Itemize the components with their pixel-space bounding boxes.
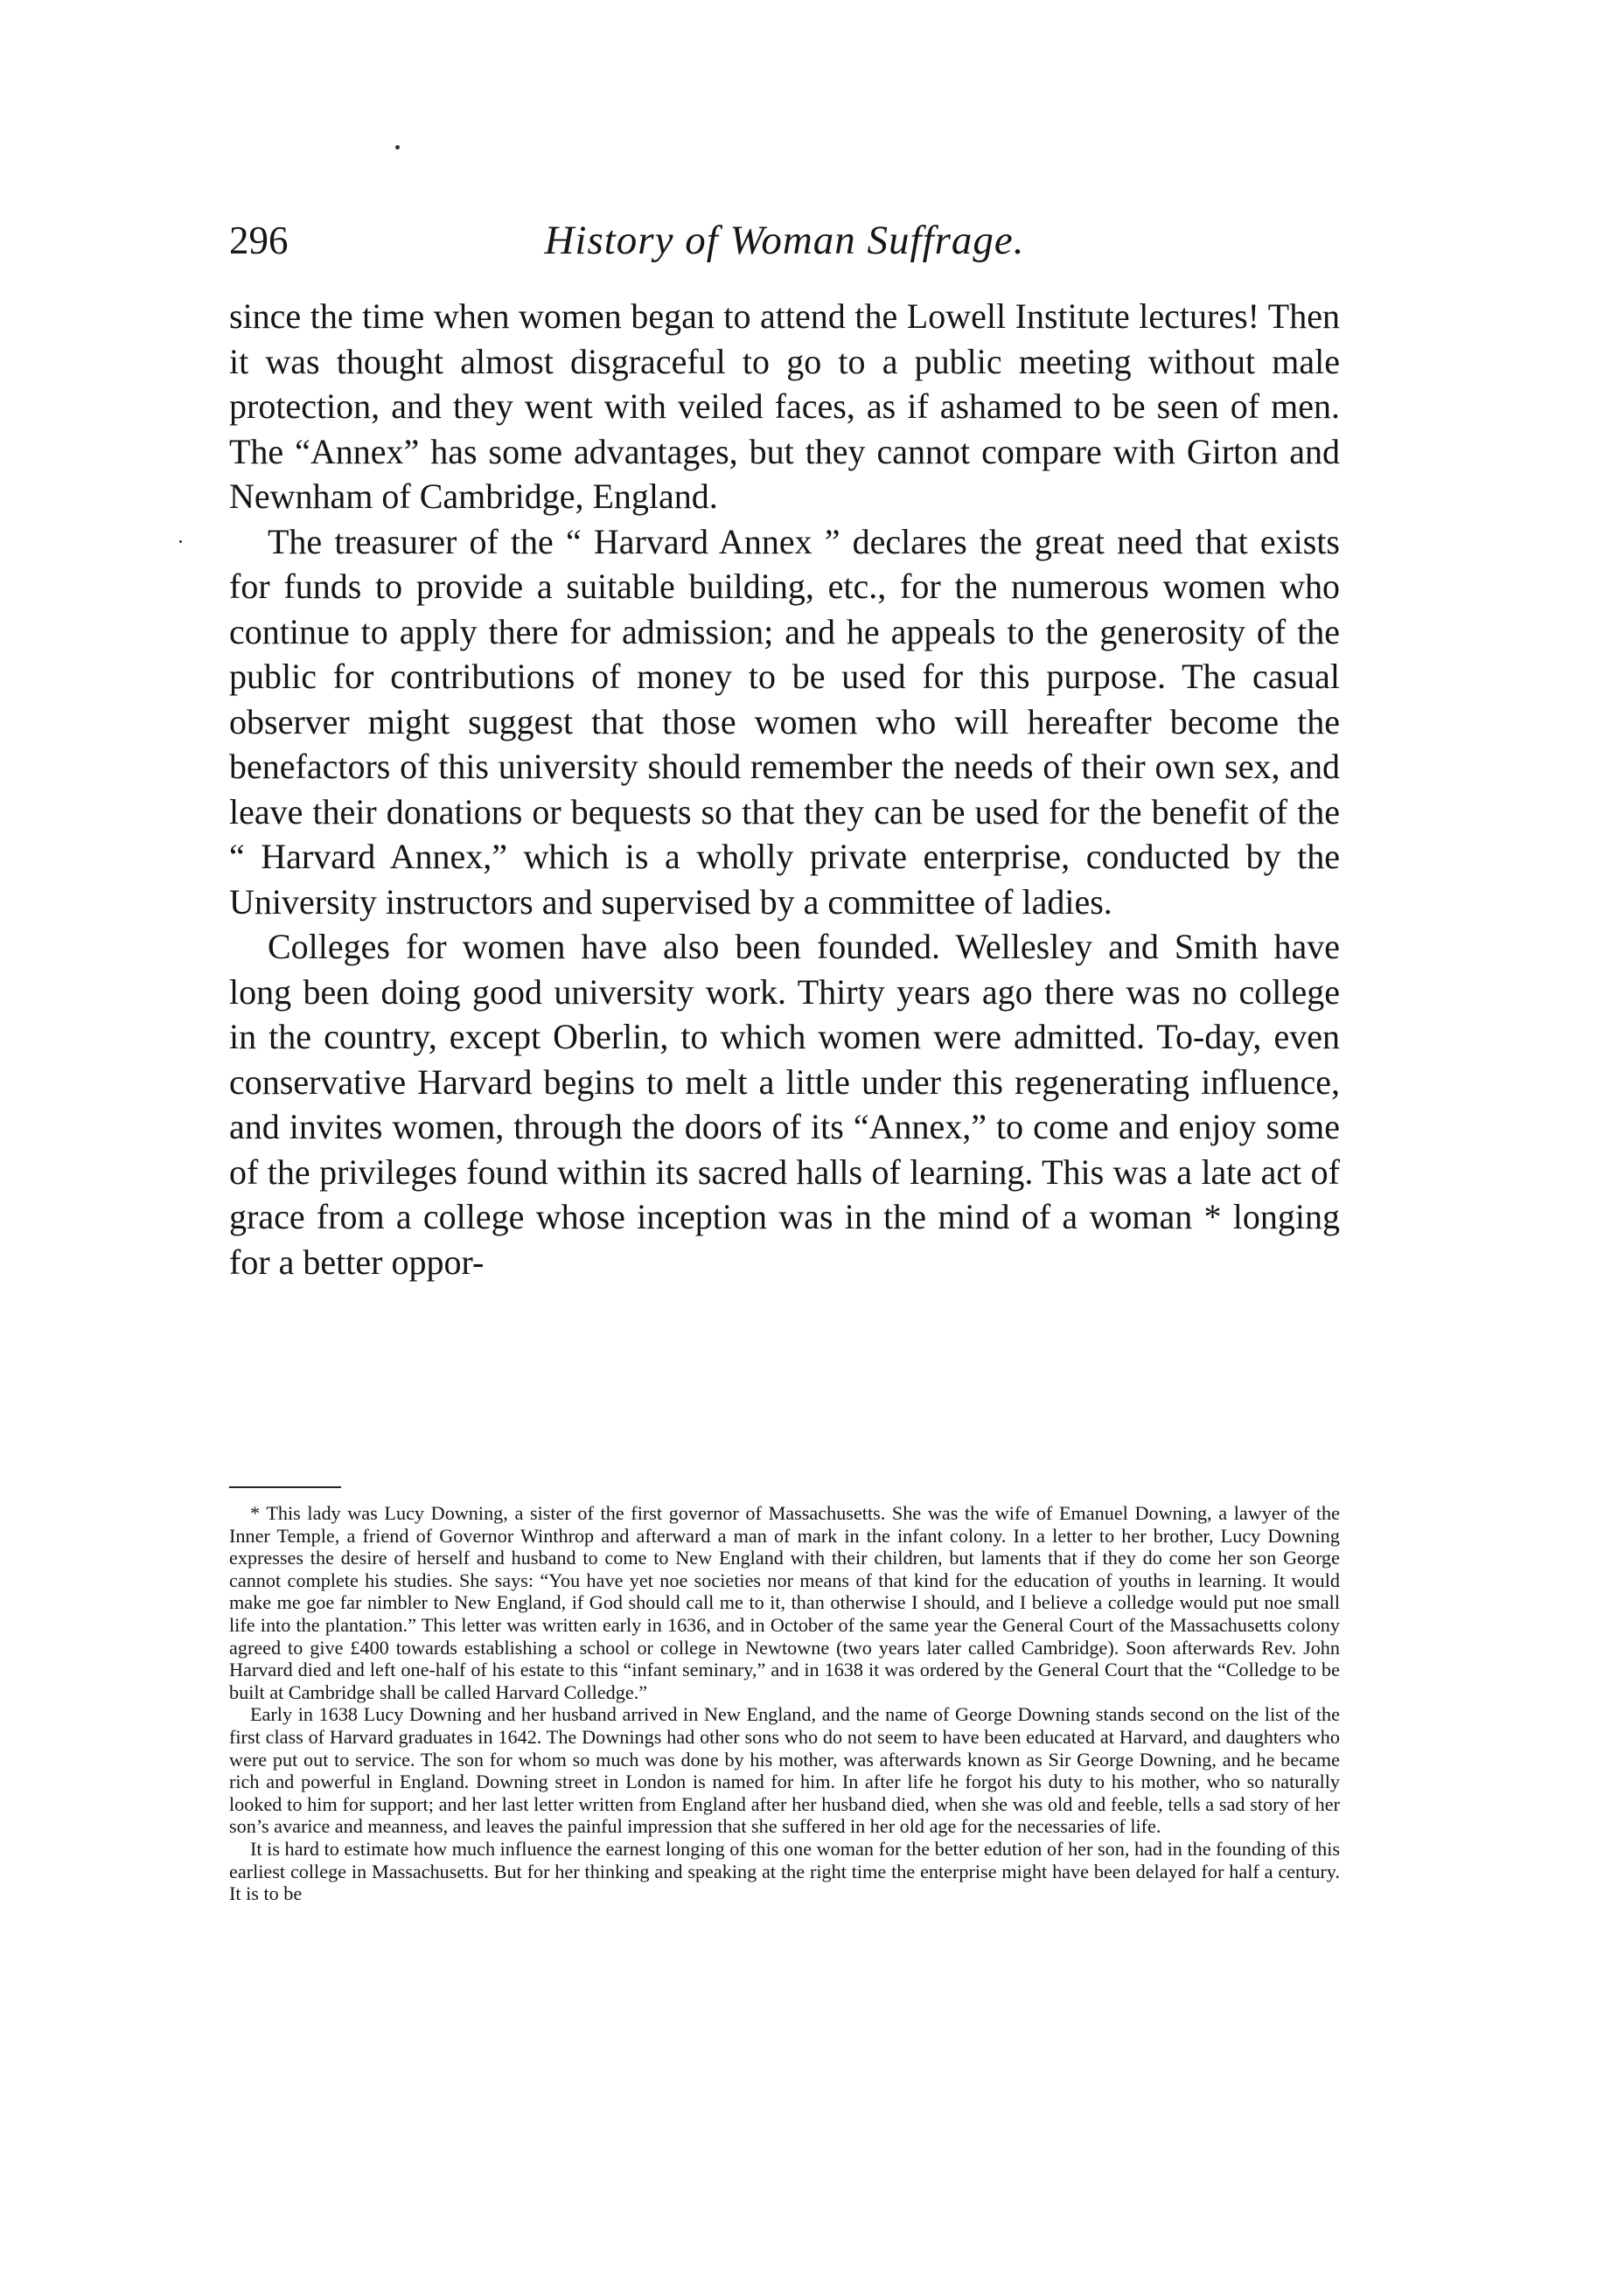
paragraph: since the time when women began to attend the Lowell Institute lectures! Then it was thought almost disgraceful to go to a public meeting without male protection, and they went with veiled faces, as if ashamed to be seen of men. The “Annex” has some advantages, but they cannot compare with Girton and Newnham of Cambridge, England. (229, 296, 1340, 516)
ink-speck (395, 145, 400, 150)
page-number: 296 (229, 219, 289, 262)
page-header (229, 210, 1340, 271)
footnote-paragraph: It is hard to estimate how much influence the earnest longing of this one woman for the better edution of her son, had in the founding of this earliest college in Massachusetts. But for her thinking and speaking at the right time the enterprise might have been delayed for half a century. It is to be (229, 1837, 1340, 1905)
ink-speck (179, 540, 182, 543)
paragraph: Colleges for women have also been founded. Wellesley and Smith have long been doing good university work. Thirty years ago there was no college in the country, except Oberlin, to which women were admitted. To-day, even conservative Harvard begins to melt a little under this regenerating influence, and invites women, through the doors of its “Annex,” to come and enjoy some of the privileges found within its sacred halls of learning. This was a late act of grace from a college whose inception was in the mind of a woman * longing for a better oppor- (229, 927, 1340, 1282)
main-text (229, 294, 1340, 1284)
footnote-paragraph: * This lady was Lucy Downing, a sister of the first governor of Massachusetts. She was the wife of Emanuel Downing, a lawyer of the Inner Temple, a friend of Governor Winthrop and afterward a man of mark in the infant colony. In a letter to her brother, Lucy Downing expresses the desire of herself and husband to come to New England with their children, but laments that if they do come her son George cannot complete his studies. She says: “You have yet noe societies nor means of that kind for the education of youths in learning. It would make me goe far nimbler to New England, if God should call me to it, than otherwise I should, and I believe a colledge would put noe small life into the plantation.” This letter was written early in 1636, and in October of the same year the General Court of the Massachusetts colony agreed to give £400 towards establishing a school or college in Newtowne (two years later called Cambridge). Soon afterwards Rev. John Harvard died and left one-half of his estate to this “infant seminary,” and in 1638 it was ordered by the General Court that the “Colledge to be built at Cambridge shall be called Harvard Colledge.” (229, 1502, 1340, 1703)
paragraph: The treasurer of the “ Harvard Annex ” declares the great need that exists for funds to provide a suitable building, etc., for the numerous women who continue to apply there for admission; and he appeals to the generosity of the public for contributions of money to be used for this purpose. The casual observer might suggest that those women who will hereafter become the benefactors of this university should remember the needs of their own sex, and leave their donations or bequests so that they can be used for the benefit of the “ Harvard Annex,” which is a wholly private enterprise, conducted by the University instructors and supervised by a committee of ladies. (229, 521, 1340, 922)
footnote-paragraph: Early in 1638 Lucy Downing and her husband arrived in New England, and the name of George Downing stands second on the list of the first class of Harvard graduates in 1642. The Downings had other sons who do not seem to have been educated at Harvard, and daughters who were put out to service. The son for whom so much was done by his mother, was afterwards known as Sir George Downing, and he became rich and powerful in England. Downing street in London is named for him. In after life he forgot his duty to his mother, who so naturally looked to him for support; and her last letter written from England after her husband died, when she was old and feeble, tells a sad story of her son’s avarice and meanness, and leaves the painful impression that she suffered in her old age for the necessaries of life. (229, 1703, 1340, 1838)
footnote-divider (229, 1486, 341, 1488)
footnotes (229, 1502, 1340, 1905)
running-title: History of Woman Suffrage. (544, 218, 1025, 263)
